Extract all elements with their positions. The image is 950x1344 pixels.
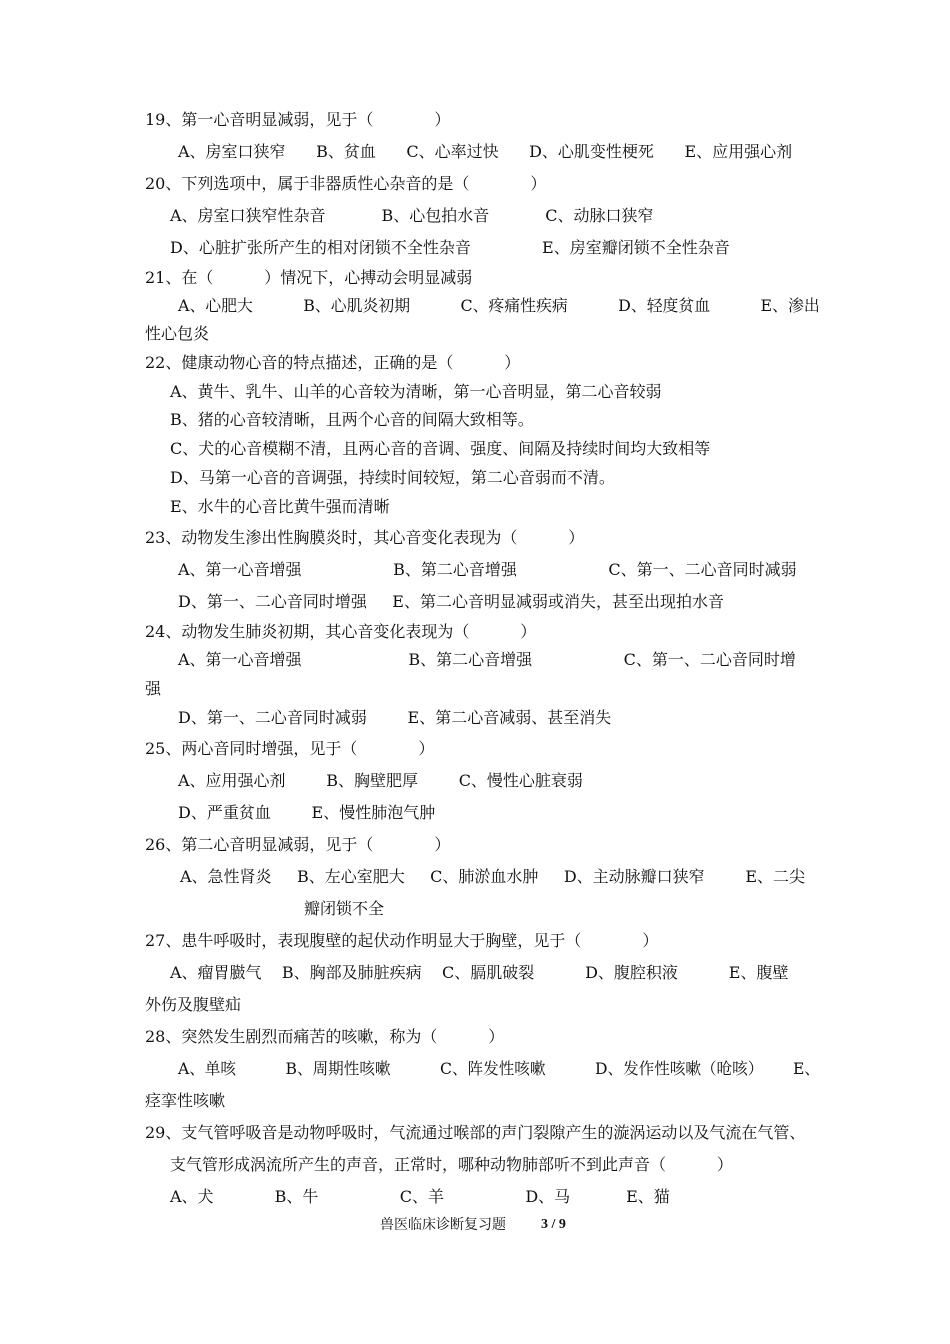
text-line: D、第一、二心音同时增强 E、第二心音明显减弱或消失，甚至出现拍水音 bbox=[178, 592, 724, 611]
text-line: 瓣闭锁不全 bbox=[304, 899, 385, 918]
page-number: 3 / 9 bbox=[541, 1217, 566, 1232]
text-line: E、水牛的心音比黄牛强而清晰 bbox=[170, 497, 390, 516]
text-line: 27、患牛呼吸时，表现腹壁的起伏动作明显大于胸壁，见于（ ） bbox=[145, 931, 659, 950]
text-line: 28、突然发生剧烈而痛苦的咳嗽，称为（ ） bbox=[145, 1027, 505, 1046]
text-line: A、黄牛、乳牛、山羊的心音较为清晰，第一心音明显，第二心音较弱 bbox=[170, 382, 662, 401]
text-line: A、房室口狭窄性杂音 B、心包拍水音 C、动脉口狭窄 bbox=[170, 206, 654, 225]
text-line: 23、动物发生渗出性胸膜炎时，其心音变化表现为（ ） bbox=[145, 528, 585, 547]
text-line: 支气管形成涡流所产生的声音，正常时，哪种动物肺部听不到此声音（ ） bbox=[170, 1155, 733, 1174]
text-line: 24、动物发生肺炎初期，其心音变化表现为（ ） bbox=[145, 622, 537, 641]
text-line: B、猪的心音较清晰，且两个心音的间隔大致相等。 bbox=[170, 410, 534, 429]
text-line: A、单咳 B、周期性咳嗽 C、阵发性咳嗽 D、发作性咳嗽（呛咳） E、 bbox=[178, 1059, 821, 1078]
text-line: 20、下列选项中，属于非器质性心杂音的是（ ） bbox=[145, 174, 547, 193]
text-line: 强 bbox=[145, 679, 162, 698]
text-line: 性心包炎 bbox=[145, 324, 210, 343]
text-line: A、犬 B、牛 C、羊 D、马 E、猫 bbox=[170, 1187, 670, 1206]
text-line: 29、支气管呼吸音是动物呼吸时，气流通过喉部的声门裂隙产生的漩涡运动以及气流在气管、 bbox=[145, 1123, 806, 1142]
text-line: A、第一心音增强 B、第二心音增强 C、第一、二心音同时增 bbox=[178, 650, 796, 669]
text-line: D、第一、二心音同时减弱 E、第二心音减弱、甚至消失 bbox=[178, 708, 612, 727]
text-line: C、犬的心音模糊不清，且两心音的音调、强度、间隔及持续时间均大致相等 bbox=[170, 439, 711, 458]
footer-title: 兽医临床诊断复习题 bbox=[380, 1217, 506, 1233]
text-line: D、心脏扩张所产生的相对闭锁不全性杂音 E、房室瓣闭锁不全性杂音 bbox=[170, 238, 730, 257]
text-line: 22、健康动物心音的特点描述，正确的是（ ） bbox=[145, 353, 521, 372]
text-line: 痉挛性咳嗽 bbox=[145, 1091, 226, 1110]
text-line: D、严重贫血 E、慢性肺泡气肿 bbox=[178, 803, 436, 822]
text-line: 外伤及腹壁疝 bbox=[145, 995, 242, 1014]
text-line: A、瘤胃臌气 B、胸部及肺脏疾病 C、膈肌破裂 D、腹腔积液 E、腹壁 bbox=[170, 963, 789, 982]
text-line: 19、第一心音明显减弱，见于（ ） bbox=[145, 110, 451, 129]
text-line: A、第一心音增强 B、第二心音增强 C、第一、二心音同时减弱 bbox=[178, 560, 797, 579]
text-line: A、房室口狭窄 B、贫血 C、心率过快 D、心肌变性梗死 E、应用强心剂 bbox=[178, 142, 793, 161]
text-line: 26、第二心音明显减弱，见于（ ） bbox=[145, 835, 451, 854]
text-line: 21、在（ ）情况下，心搏动会明显减弱 bbox=[145, 268, 473, 287]
text-line: 25、两心音同时增强，见于（ ） bbox=[145, 739, 435, 758]
text-line: D、马第一心音的音调强，持续时间较短，第二心音弱而不清。 bbox=[170, 468, 615, 487]
text-line: A、急性肾炎 B、左心室肥大 C、肺淤血水肿 D、主动脉瓣口狭窄 E、二尖 bbox=[180, 867, 806, 886]
text-line: A、心肥大 B、心肌炎初期 C、疼痛性疾病 D、轻度贫血 E、渗出 bbox=[178, 296, 820, 315]
text-line: A、应用强心剂 B、胸壁肥厚 C、慢性心脏衰弱 bbox=[178, 771, 583, 790]
